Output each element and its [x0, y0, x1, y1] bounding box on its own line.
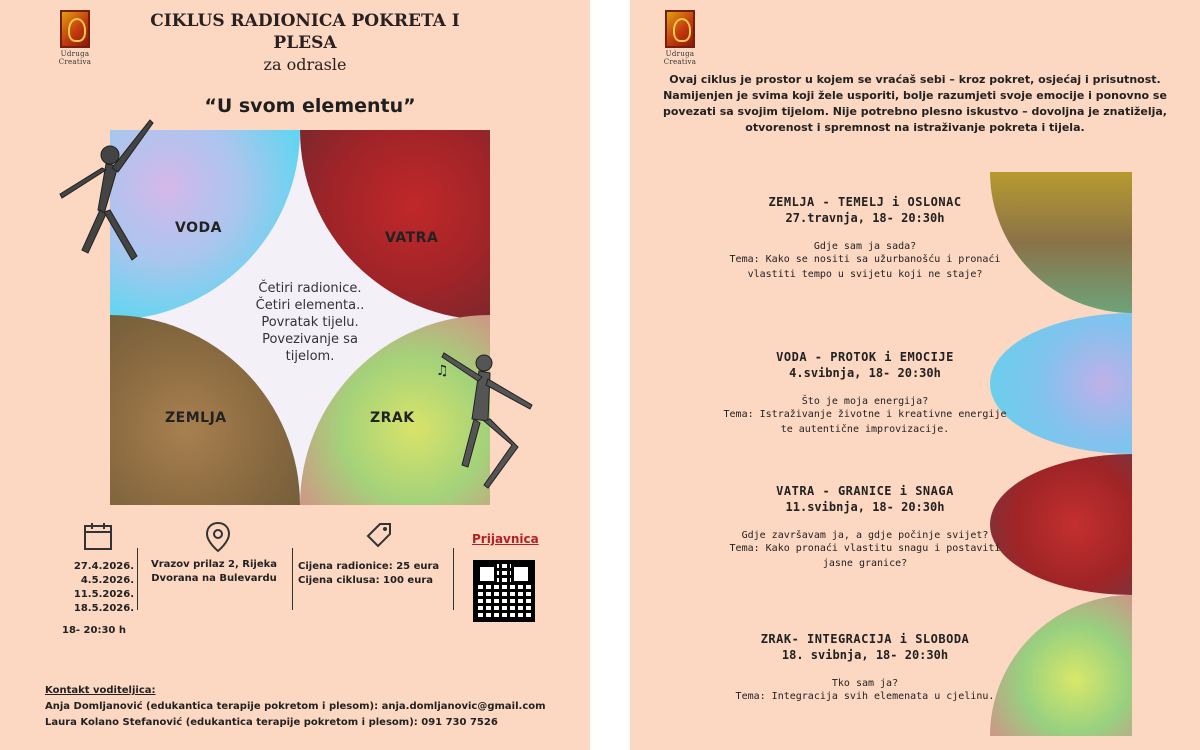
address-text: Vrazov prilaz 2, Rijeka Dvorana na Bulevardu: [150, 559, 278, 584]
session-block: [715, 350, 1015, 437]
time-text: 18- 20:30 h: [62, 625, 126, 636]
poster-subtitle: za odrasle: [263, 55, 347, 74]
session-question: Gdje sam ja sada?: [813, 241, 917, 252]
vatra-label: VATRA: [385, 230, 439, 246]
contact-block: [45, 683, 565, 731]
center-line: Četiri elementa..: [255, 298, 365, 313]
session-title: VODA - PROTOK i EMOCIJE: [776, 350, 954, 364]
divider: [137, 548, 138, 610]
center-line: Povezivanje sa tijelom.: [262, 332, 358, 364]
calendar-icon: [78, 520, 118, 559]
session-theme: Tema: Kako se nositi sa užurbanošću i pronaći vlastiti tempo u svijetu koji ne staje?: [729, 254, 1001, 280]
price-item: Cijena radionice: 25 eura: [298, 561, 440, 572]
contact-line: Laura Kolano Stefanović (edukantica terapije pokretom i plesom): 091 730 7526: [45, 717, 498, 728]
contact-heading: Kontakt voditeljica:: [45, 685, 156, 696]
org-name: Udruga Creativa: [58, 50, 92, 66]
page-gutter: [590, 0, 630, 750]
org-name: Udruga Creativa: [663, 50, 697, 66]
date-item: 11.5.2026.: [73, 589, 134, 600]
zemlja-label: ZEMLJA: [165, 410, 227, 426]
org-logo: [45, 10, 105, 66]
session-theme: Tema: Istraživanje životne i kreativne energije te autentične improvizacije.: [723, 409, 1007, 435]
price-list: [298, 560, 448, 588]
session-question: Gdje završavam ja, a gdje počinje svijet?: [741, 530, 989, 541]
music-note-icon: ♫: [436, 363, 449, 379]
center-line: Povratak tijelu.: [261, 315, 359, 330]
divider: [292, 548, 293, 610]
date-item: 18.5.2026.: [73, 603, 134, 614]
creativa-logo-icon: [665, 10, 695, 48]
dancer-illustration-top: [40, 110, 160, 280]
date-item: 27.4.2026.: [73, 561, 134, 572]
session-block: [715, 195, 1015, 282]
session-date: 11.svibnja, 18- 20:30h: [785, 500, 945, 514]
price-tag-icon: [358, 520, 398, 559]
poster-quote: “U svom elementu”: [204, 95, 416, 117]
registration-qr-code[interactable]: [473, 560, 535, 622]
zrak-label: ZRAK: [370, 410, 415, 426]
session-block: [715, 484, 1015, 571]
session-title: ZEMLJA - TEMELJ i OSLONAC: [768, 195, 962, 209]
session-date: 18. svibnja, 18- 20:30h: [781, 648, 949, 662]
session-title: ZRAK- INTEGRACIJA i SLOBODA: [760, 632, 970, 646]
center-text: [240, 280, 380, 365]
org-logo: [650, 10, 710, 66]
session-theme: Tema: Integracija svih elemenata u cjelinu.: [735, 691, 995, 702]
session-title: VATRA - GRANICE i SNAGA: [776, 484, 954, 498]
voda-label: VODA: [175, 220, 222, 236]
contact-line: Anja Domljanović (edukantica terapije pokretom i plesom): anja.domljanovic@gmail.com: [45, 701, 546, 712]
registration-link[interactable]: Prijavnica: [472, 532, 539, 546]
dancer-illustration-bottom: [432, 335, 547, 500]
session-question: Što je moja energija?: [801, 396, 929, 407]
location-pin-icon: [198, 520, 238, 561]
price-item: Cijena ciklusa: 100 eura: [298, 575, 433, 586]
session-question: Tko sam ja?: [831, 678, 899, 689]
date-list: [62, 560, 134, 616]
date-item: 4.5.2026.: [80, 575, 134, 586]
divider: [453, 548, 454, 610]
session-date: 4.svibnja, 18- 20:30h: [789, 366, 941, 380]
poster-title: CIKLUS RADIONICA POKRETA I PLESA: [150, 11, 460, 53]
left-poster: [0, 0, 590, 750]
session-theme: Tema: Kako pronaći vlastitu snagu i postaviti jasne granice?: [729, 543, 1001, 569]
right-poster: [630, 0, 1200, 750]
session-block: [715, 632, 1015, 704]
creativa-logo-icon: [60, 10, 90, 48]
center-line: Četiri radionice.: [258, 281, 362, 296]
session-date: 27.travnja, 18- 20:30h: [785, 211, 945, 225]
intro-text: Ovaj ciklus je prostor u kojem se vraćaš sebi – kroz pokret, osjećaj i prisutnost. Namijenjen je svima koji žele usporiti, bolje razumjeti svoje emocije i ponovno se povezati sa svojim tijelom. Nije potrebno plesno iskustvo – dovoljna je znatiželja, otvorenost i spremnost na istraživanje pokreta i tijela.: [663, 73, 1167, 134]
